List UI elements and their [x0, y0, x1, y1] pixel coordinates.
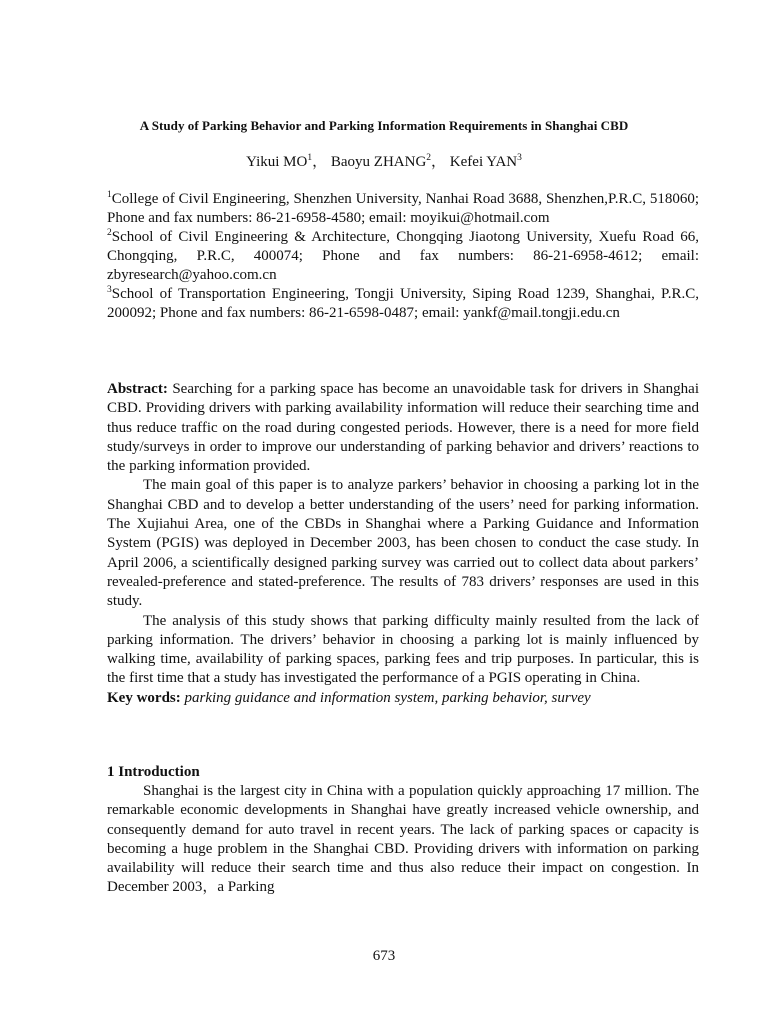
affiliation-text: School of Civil Engineering & Architecture, Chongqing Jiaotong University, Xuefu Road 66, Chongqing, P.R.C, 400074; Phone and fax numbers: 86-21-6958-4612; email: zbyresearch@yahoo.com.cn	[107, 229, 699, 283]
affiliation-mark: 3	[107, 285, 112, 295]
author-name: Kefei YAN	[449, 154, 518, 170]
affiliation-text: School of Transportation Engineering, Tongji University, Siping Road 1239, Shanghai, P.R.C, 200092; Phone and fax numbers: 86-21-6598-0487; email: yankf@mail.tongji.edu.cn	[107, 286, 699, 321]
affiliation	[107, 228, 699, 285]
author-affiliation-mark: 3	[517, 153, 522, 163]
author-name: Yikui MO	[246, 154, 308, 170]
abstract-text: Searching for a parking space has become an unavoidable task for drivers in Shanghai CBD. Providing drivers with parking availability information will reduce their searching time and thus reduce traffic on the road during congested periods. However, there is a need for more field study/surveys in order to improve our understanding of parking behavior and drivers’ reactions to the parking information provided.	[107, 381, 699, 475]
author-name: Baoyu ZHANG	[330, 154, 427, 170]
abstract-paragraph: The analysis of this study shows that parking difficulty mainly resulted from the lack of parking information. The drivers’ behavior in choosing a parking lot is mainly influenced by walking time, availability of parking spaces, parking fees and trip purposes. In particular, this is the first time that a study has investigated the performance of a PGIS operating in China.	[107, 612, 699, 687]
abstract-paragraph: The main goal of this paper is to analyze parkers’ behavior in choosing a parking lot in the Shanghai CBD and to develop a better understanding of the users’ need for parking information. The Xujiahui Area, one of the CBDs in Shanghai where a Parking Guidance and Information System (PGIS) was deployed in December 2003, has been chosen to conduct the case study. In April 2006, a scientifically designed parking survey was carried out to collect data about parkers’ revealed-preference and stated-preference. The results of 783 drivers’ responses are used in this study.	[107, 477, 699, 610]
paper-title: A Study of Parking Behavior and Parking Information Requirements in Shanghai CBD	[139, 118, 629, 133]
keywords-text: parking guidance and information system, parking behavior, survey	[180, 689, 591, 706]
section-heading: 1 Introduction	[107, 764, 200, 780]
page-number: 673	[372, 948, 396, 964]
affiliation-mark: 2	[107, 228, 112, 238]
author-separator: ，	[431, 154, 447, 170]
abstract-label: Abstract:	[107, 381, 168, 397]
author-affiliation-mark: 2	[426, 153, 432, 163]
abstract-block	[107, 380, 699, 708]
affiliation-text: College of Civil Engineering, Shenzhen University, Nanhai Road 3688, Shenzhen,P.R.C, 518060; Phone and fax numbers: 86-21-6958-4580; email: moyikui@hotmail.com	[107, 191, 699, 226]
affiliation-mark: 1	[107, 190, 112, 200]
keywords-line	[107, 689, 699, 708]
affiliations-block	[107, 190, 699, 323]
affiliation	[107, 285, 699, 323]
abstract-paragraph	[107, 380, 699, 476]
affiliation	[107, 190, 699, 228]
keywords-label: Key words:	[107, 689, 181, 706]
author-separator: ，	[312, 154, 328, 170]
introduction-section	[107, 763, 699, 898]
author-line	[0, 150, 768, 171]
body-paragraph: Shanghai is the largest city in China with a population quickly approaching 17 million. The remarkable economic developments in Shanghai have greatly increased vehicle ownership, and consequently demand for auto travel in recent years. The lack of parking spaces or capacity is becoming a huge problem in the Shanghai CBD. Providing drivers with information on parking availability will reduce their search time and thus also reduce their impact on congestion. In December 2003，a Parking	[107, 783, 699, 896]
author-affiliation-mark: 1	[307, 153, 313, 163]
